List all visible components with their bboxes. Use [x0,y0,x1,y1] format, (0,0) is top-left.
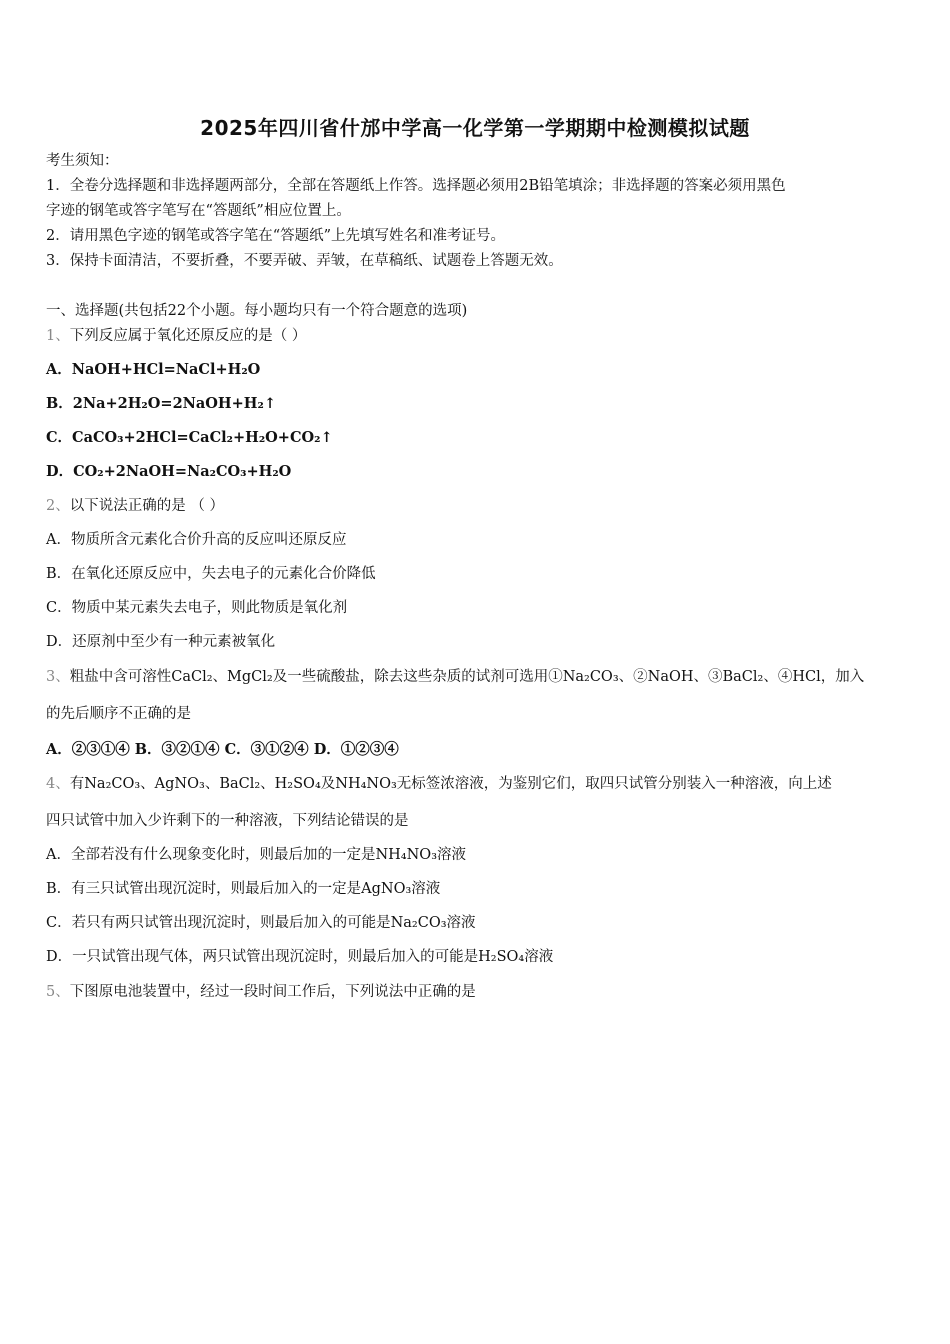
question-2 [46,496,224,516]
question-2-option-b: B．在氧化还原反应中，失去电子的元素化合价降低 [46,566,376,582]
question-1-option-a: A．NaOH+HCl=NaCl+H₂O [46,361,261,378]
question-4-stem-line-2: 四只试管中加入少许剩下的一种溶液，下列结论错误的是 [46,813,409,829]
question-4-option-a: A．全部若没有什么现象变化时，则最后加的一定是NH₄NO₃溶液 [46,847,467,863]
question-4-option-d: D．一只试管出现气体，两只试管出现沉淀时，则最后加入的可能是H₂SO₄溶液 [46,949,554,965]
question-5-number: 5、 [46,984,70,1000]
question-1-option-d: D．CO₂+2NaOH=Na₂CO₃+H₂O [46,463,292,480]
question-5 [46,982,476,1002]
notice-header: 考生须知： [46,153,119,169]
question-1-stem: 下列反应属于氧化还原反应的是（ ） [69,328,307,344]
question-1 [46,326,306,346]
question-3-number: 3、 [46,669,70,685]
question-4-line-1 [46,774,832,794]
section-heading: 一、选择题(共包括22个小题。每小题均只有一个符合题意的选项) [46,303,468,319]
page-title: 2025年四川省什邡中学高一化学第一学期期中检测模拟试题 [200,116,750,140]
question-4-option-c: C．若只有两只试管出现沉淀时，则最后加入的可能是Na₂CO₃溶液 [46,915,476,931]
question-4-stem-line-1: 有Na₂CO₃、AgNO₃、BaCl₂、H₂SO₄及NH₄NO₃无标签浓溶液，为鉴别它们，取四只试管分别装入一种溶液，向上述 [69,776,832,792]
notice-item-1-line-1: 1．全卷分选择题和非选择题两部分，全部在答题纸上作答。选择题必须用2B铅笔填涂；非选择题的答案必须用黑色 [46,178,786,194]
question-1-option-c: C．CaCO₃+2HCl=CaCl₂+H₂O+CO₂↑ [46,429,333,446]
question-2-stem: 以下说法正确的是 （ ） [69,498,224,514]
notice-item-2: 2．请用黑色字迹的钢笔或答字笔在“答题纸”上先填写姓名和准考证号。 [46,228,506,244]
question-3-line-1 [46,667,864,687]
question-2-option-c: C．物质中某元素失去电子，则此物质是氧化剂 [46,600,348,616]
question-3-options: A．②③①④ B．③②①④ C．③①②④ D．①②③④ [46,741,399,758]
question-3-stem-line-1: 粗盐中含可溶性CaCl₂、MgCl₂及一些硫酸盐，除去这些杂质的试剂可选用①Na₂CO₃、②NaOH、③BaCl₂、④HCl，加入 [69,669,865,685]
notice-item-1-line-2: 字迹的钢笔或答字笔写在“答题纸”相应位置上。 [46,203,351,219]
question-1-option-b: B．2Na+2H₂O=2NaOH+H₂↑ [46,395,276,412]
question-2-number: 2、 [46,498,70,514]
question-1-number: 1、 [46,328,70,344]
question-2-option-d: D．还原剂中至少有一种元素被氧化 [46,634,276,650]
question-5-stem: 下图原电池装置中，经过一段时间工作后，下列说法中正确的是 [69,984,476,1000]
question-4-option-b: B．有三只试管出现沉淀时，则最后加入的一定是AgNO₃溶液 [46,881,441,897]
question-2-option-a: A．物质所含元素化合价升高的反应叫还原反应 [46,532,347,548]
question-3-stem-line-2: 的先后顺序不正确的是 [46,706,191,722]
question-4-number: 4、 [46,776,70,792]
notice-item-3: 3．保持卡面清洁，不要折叠，不要弄破、弄皱，在草稿纸、试题卷上答题无效。 [46,253,563,269]
